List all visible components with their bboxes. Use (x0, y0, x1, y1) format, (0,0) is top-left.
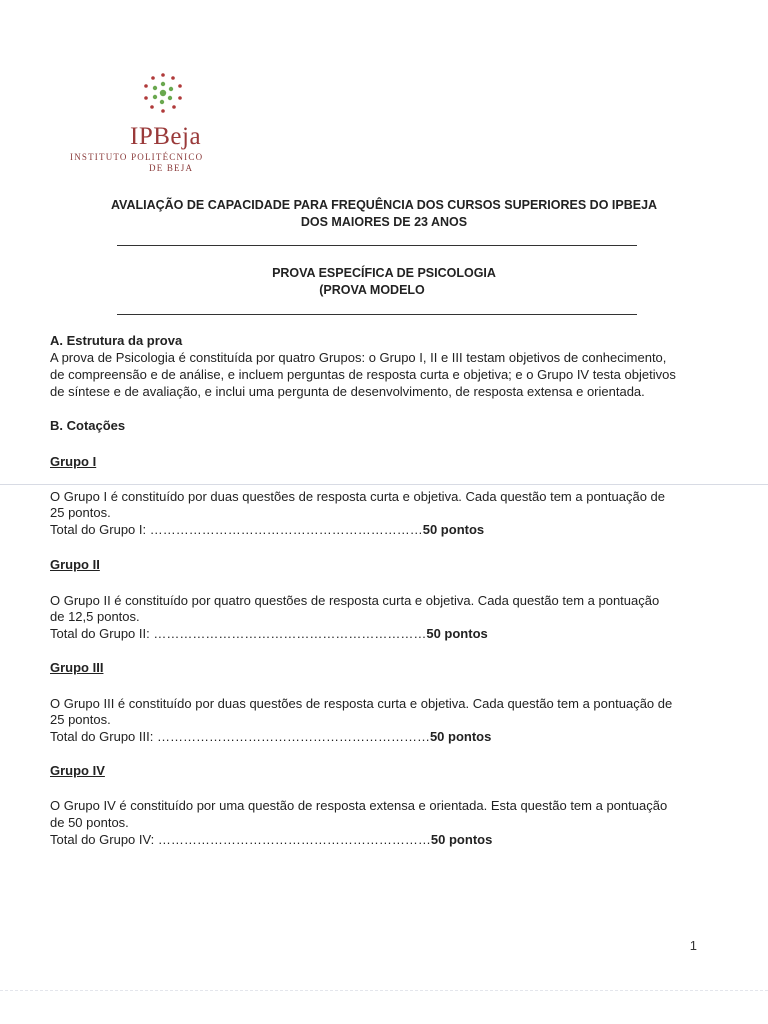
group-total-label: Total do Grupo IV: ……………………………………………………… (50, 832, 431, 847)
section-a-line: A prova de Psicologia é constituída por quatro Grupos: o Grupo I, II e III testam objetivos de conhecimento, (50, 350, 667, 365)
section-a-line: de síntese e de avaliação, e inclui uma pergunta de desenvolvimento, de resposta extensa e orientada. (50, 384, 645, 399)
logo-name: IPBeja (130, 123, 202, 150)
group-title: Grupo III (50, 660, 104, 675)
group-total-label: Total do Grupo I: ……………………………………………………… (50, 522, 423, 537)
group-total-value: 50 pontos (429, 729, 492, 744)
group-title: Grupo II (50, 557, 100, 572)
group-description: O Grupo III é constituído por duas questões de resposta curta e objetiva. Cada questão tem a pontuação de (50, 696, 673, 711)
exam-subtitle: (PROVA MODELO (319, 283, 425, 297)
group-description: O Grupo I é constituído por duas questões de resposta curta e objetiva. Cada questão tem a pontuação de (50, 489, 666, 504)
exam-divider (117, 314, 637, 315)
group-total-value: 50 pontos (426, 626, 488, 641)
document-title-line1: AVALIAÇÃO DE CAPACIDADE PARA FREQUÊNCIA DOS CURSOS SUPERIORES DO IPBEJA (110, 198, 658, 212)
group-description: O Grupo IV é constituído por uma questão de resposta extensa e orientada. Esta questão tem a pontuação (50, 798, 668, 813)
group-total-label: Total do Grupo III: ……………………………………………………… (50, 729, 430, 744)
group-description: O Grupo II é constituído por quatro questões de resposta curta e objetiva. Cada questão tem a pontuação (50, 593, 660, 608)
group-total (50, 626, 488, 642)
group-description: de 50 pontos. (50, 815, 129, 830)
group-description: 25 pontos. (50, 712, 111, 727)
group-title: Grupo IV (50, 763, 105, 778)
logo-subtitle-line1: INSTITUTO POLITÉCNICO (70, 152, 204, 162)
section-b-heading: B. Cotações (50, 418, 126, 433)
section-a-line: de compreensão e de análise, e incluem perguntas de resposta curta e objetiva; e o Grupo IV testa objetivos (50, 367, 676, 382)
section-a-heading: A. Estrutura da prova (50, 333, 183, 348)
logo-dots-icon (142, 72, 184, 114)
group-total (50, 729, 491, 745)
scan-artifact-line (0, 484, 768, 485)
group-total-value: 50 pontos (430, 832, 493, 847)
exam-title: PROVA ESPECÍFICA DE PSICOLOGIA (272, 266, 496, 280)
logo-subtitle-line2: DE BEJA (149, 163, 194, 173)
group-description: 25 pontos. (50, 505, 111, 520)
group-title: Grupo I (50, 454, 97, 469)
group-total (50, 522, 484, 538)
group-total-label: Total do Grupo II: ……………………………………………………… (50, 626, 427, 641)
title-divider (117, 245, 637, 246)
group-total-value: 50 pontos (422, 522, 485, 537)
group-total (50, 832, 492, 848)
scan-artifact-line (0, 990, 768, 991)
group-description: de 12,5 pontos. (50, 609, 140, 624)
page-number: 1 (689, 938, 697, 953)
document-title-line2: DOS MAIORES DE 23 ANOS (300, 215, 468, 229)
